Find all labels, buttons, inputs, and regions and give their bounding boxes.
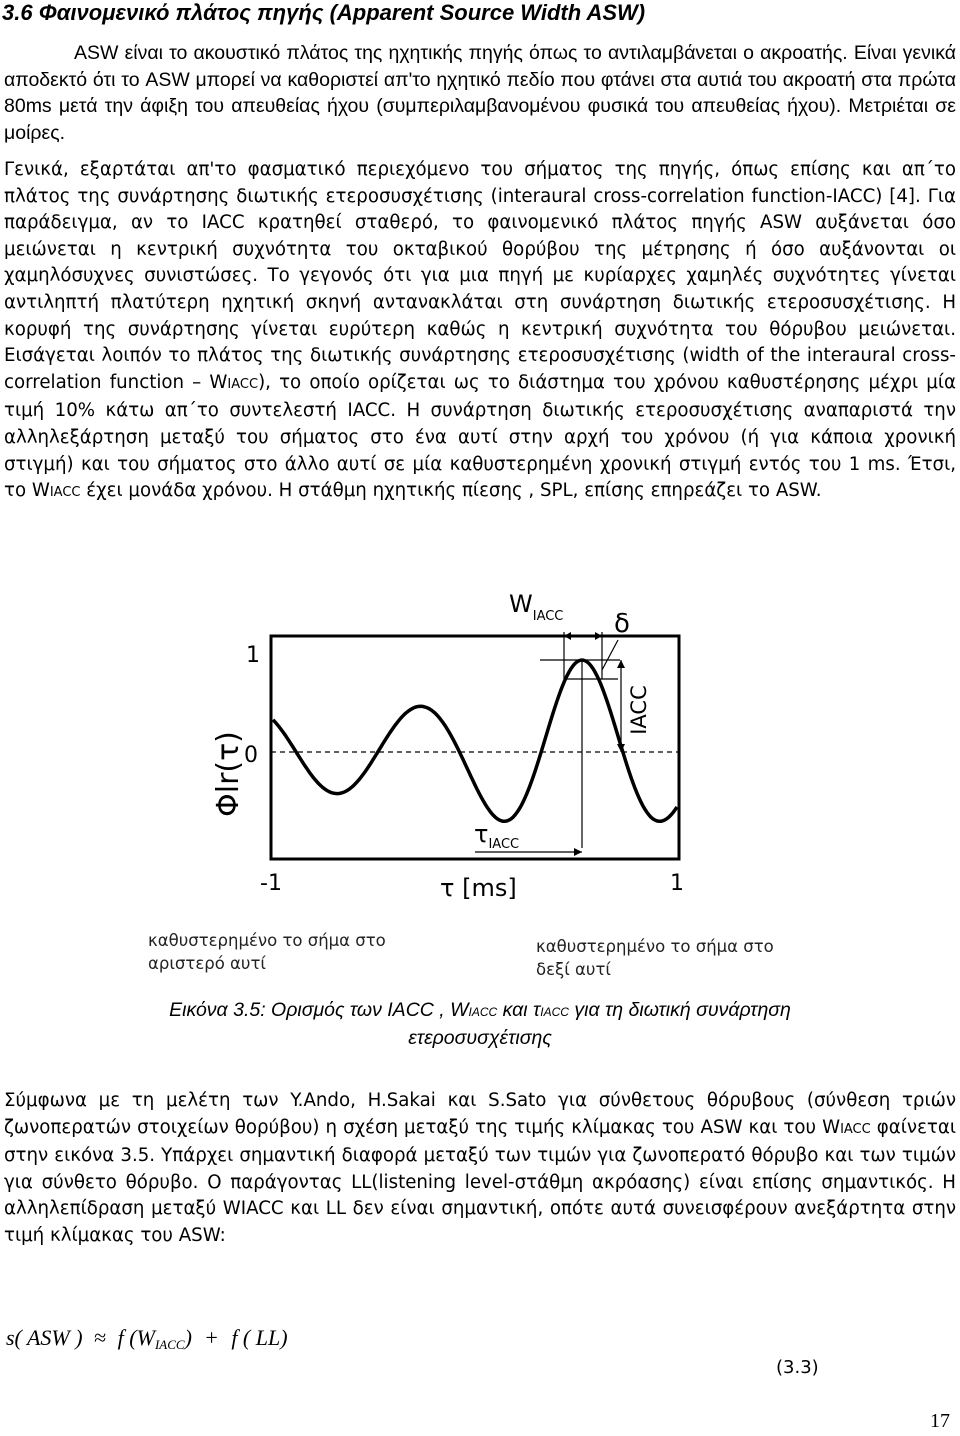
caption-a: Εικόνα 3.5: Ορισμός των IACC , W [169, 999, 469, 1021]
x-axis-label: τ [ms] [440, 874, 517, 902]
page-number: 17 [930, 1410, 950, 1432]
x-tick-1: 1 [670, 871, 684, 896]
equation-number: (3.3) [776, 1357, 819, 1378]
paragraph-ando-study [4, 1088, 956, 1250]
y-axis-label: Φlr(τ) [211, 731, 246, 817]
left-note-line1: καθυστερημένο το σήμα στο [148, 931, 386, 950]
figure-caption [150, 997, 810, 1051]
w-subscript: IACC [532, 609, 564, 624]
tau-letter: τ [474, 820, 489, 848]
p2-subscript-iacc-2: IACC [49, 485, 81, 501]
right-note-line2: δεξί αυτί [536, 960, 611, 979]
cross-correlation-plot [140, 584, 820, 994]
paragraph-asw-definition: ASW είναι το ακουστικό πλάτος της ηχητικής πηγής όπως το αντιλαμβάνεται ο ακροατής. Είναι γενικά αποδεκτό ότι το ASW μπορεί να καθοριστεί απ'το ηχητικό πεδίο που φτάνει στα αυτιά του ακροατή στα πρώτα 80ms μετά την άφιξη του απευθείας ήχου (συμπεριλαμβανομένου φυσικά του απευθείας ήχου). Μετριέται σε μοίρες. [4, 42, 956, 144]
x-tick-neg1: -1 [260, 871, 282, 896]
iacc-vertical-label: IACC [627, 685, 651, 735]
paragraph-iacc-explanation [4, 157, 956, 507]
left-note-line2: αριστερό αυτί [148, 954, 266, 973]
p3-text-a: Σύμφωνα με τη μελέτη των Y.Ando, H.Sakai και S.Sato για σύνθετους θόρυβους (σύνθεση τριών ζωνοπερατών στοιχείων θορύβου) η σχέση μεταξύ της τιμής κλίμακας του ASW και του W [4, 1090, 956, 1138]
y-tick-0: 0 [244, 743, 258, 768]
formula-plus: + [205, 1325, 218, 1350]
delta-leader [602, 640, 618, 670]
y-tick-1: 1 [246, 643, 260, 668]
p3-subscript-iacc: IACC [840, 1121, 871, 1137]
formula-f2: f ( LL) [231, 1325, 288, 1350]
p3-text-c: φαίνεται στην εικόνα 3.5. Υπάρχει σημαντική διαφορά μεταξύ των τιμών για ζωνοπερατό θόρυβο και των τιμών για σύνθετο θόρυβο. Ο παράγοντας LL(listening level-στάθμη ακρόασης) είναι επίσης σημαντικός. Η αλληλεπίδραση μεταξύ WIACC και LL δεν είναι σημαντική, οπότε αυτά συνεισφέρουν ανεξάρτητα στην τιμή κλίμακας του ASW: [4, 1116, 956, 1246]
caption-c: και τ [497, 999, 541, 1021]
caption-sub-2: IACC [540, 1005, 569, 1019]
tau-iacc-label [474, 820, 519, 852]
caption-sub-1: IACC [468, 1005, 498, 1019]
formula-f1: f (W [117, 1325, 155, 1350]
delta-symbol: δ [614, 609, 630, 639]
caption-e: για τη διωτική συνάρτηση ετεροσυσχέτισης [408, 999, 791, 1049]
tau-subscript: IACC [488, 837, 520, 852]
tau-arrowhead [574, 848, 582, 856]
asw-formula [6, 1325, 288, 1353]
p2-text-e: έχει μονάδα χρόνου. Η στάθμη ηχητικής πίεσης , SPL, επίσης επηρεάζει το ASW. [80, 480, 822, 502]
correlation-curve [273, 660, 677, 821]
section-heading: 3.6 Φαινομενικό πλάτος πηγής (Apparent Source Width ASW) [2, 0, 646, 25]
w-letter: W [509, 590, 533, 618]
formula-sub: IACC [154, 1337, 185, 1352]
p2-text-a: Γενικά, εξαρτάται απ'το φασματικό περιεχόμενο του σήματος της πηγής, όπως επίσης και απ΄το πλάτος της συνάρτησης διωτικής ετεροσυσχέτισης (interaural cross-correlation function-IACC) [4]. Για παράδειγμα, αν το IACC κρατηθεί σταθερό, το φαινομενικό πλάτος πηγής ASW αυξάνεται όσο μειώνεται η κεντρική συχνότητα του οκταβικού θορύβου της μέτρησης ή όσο αυξάνονται οι χαμηλόσυχνες συνιστώσες. Το γεγονός ότι για μια πηγή με κυρίαρχες χαμηλές συχνότητες γίνεται αντιληπτή πλατύτερη ηχητική σκηνή αντανακλάται στη συνάρτηση διωτικής ετεροσυσχέτισης. Η κορυφή της συνάρτησης γίνεται ευρύτερη καθώς η κεντρική συχνότητα του θόρυβου μειώνεται. Εισάγεται λοιπόν το πλάτος της διωτικής συνάρτησης ετεροσυσχέτισης (width of the interaural cross-correlation function – W [4, 159, 956, 393]
formula-approx: ≈ [94, 1325, 107, 1350]
formula-lhs: s( ASW ) [6, 1325, 83, 1350]
right-note-line1: καθυστερημένο το σήμα στο [536, 937, 774, 956]
iacc-figure [140, 584, 820, 994]
p2-text-c: ), το οποίο ορίζεται ως το διάστημα του χρόνου καθυστέρησης μέχρι μία τιμή 10% κάτω απ΄το συντελεστή IACC. Η συνάρτηση διωτικής ετεροσυσχέτισης αναπαριστά την αλληλεξάρτηση μεταξύ του σήματος στο ένα αυτί στην αρχή του χρόνου (ή για κάποια χρονική στιγμή) και του σήματος στο άλλο αυτί σε μία καθυστερημένη χρονική στιγμή εντός του 1 ms. Έτσι, το W [4, 371, 957, 502]
p2-subscript-iacc: IACC [227, 376, 259, 392]
w-iacc-label [509, 590, 563, 624]
formula-close: ) [184, 1325, 192, 1350]
